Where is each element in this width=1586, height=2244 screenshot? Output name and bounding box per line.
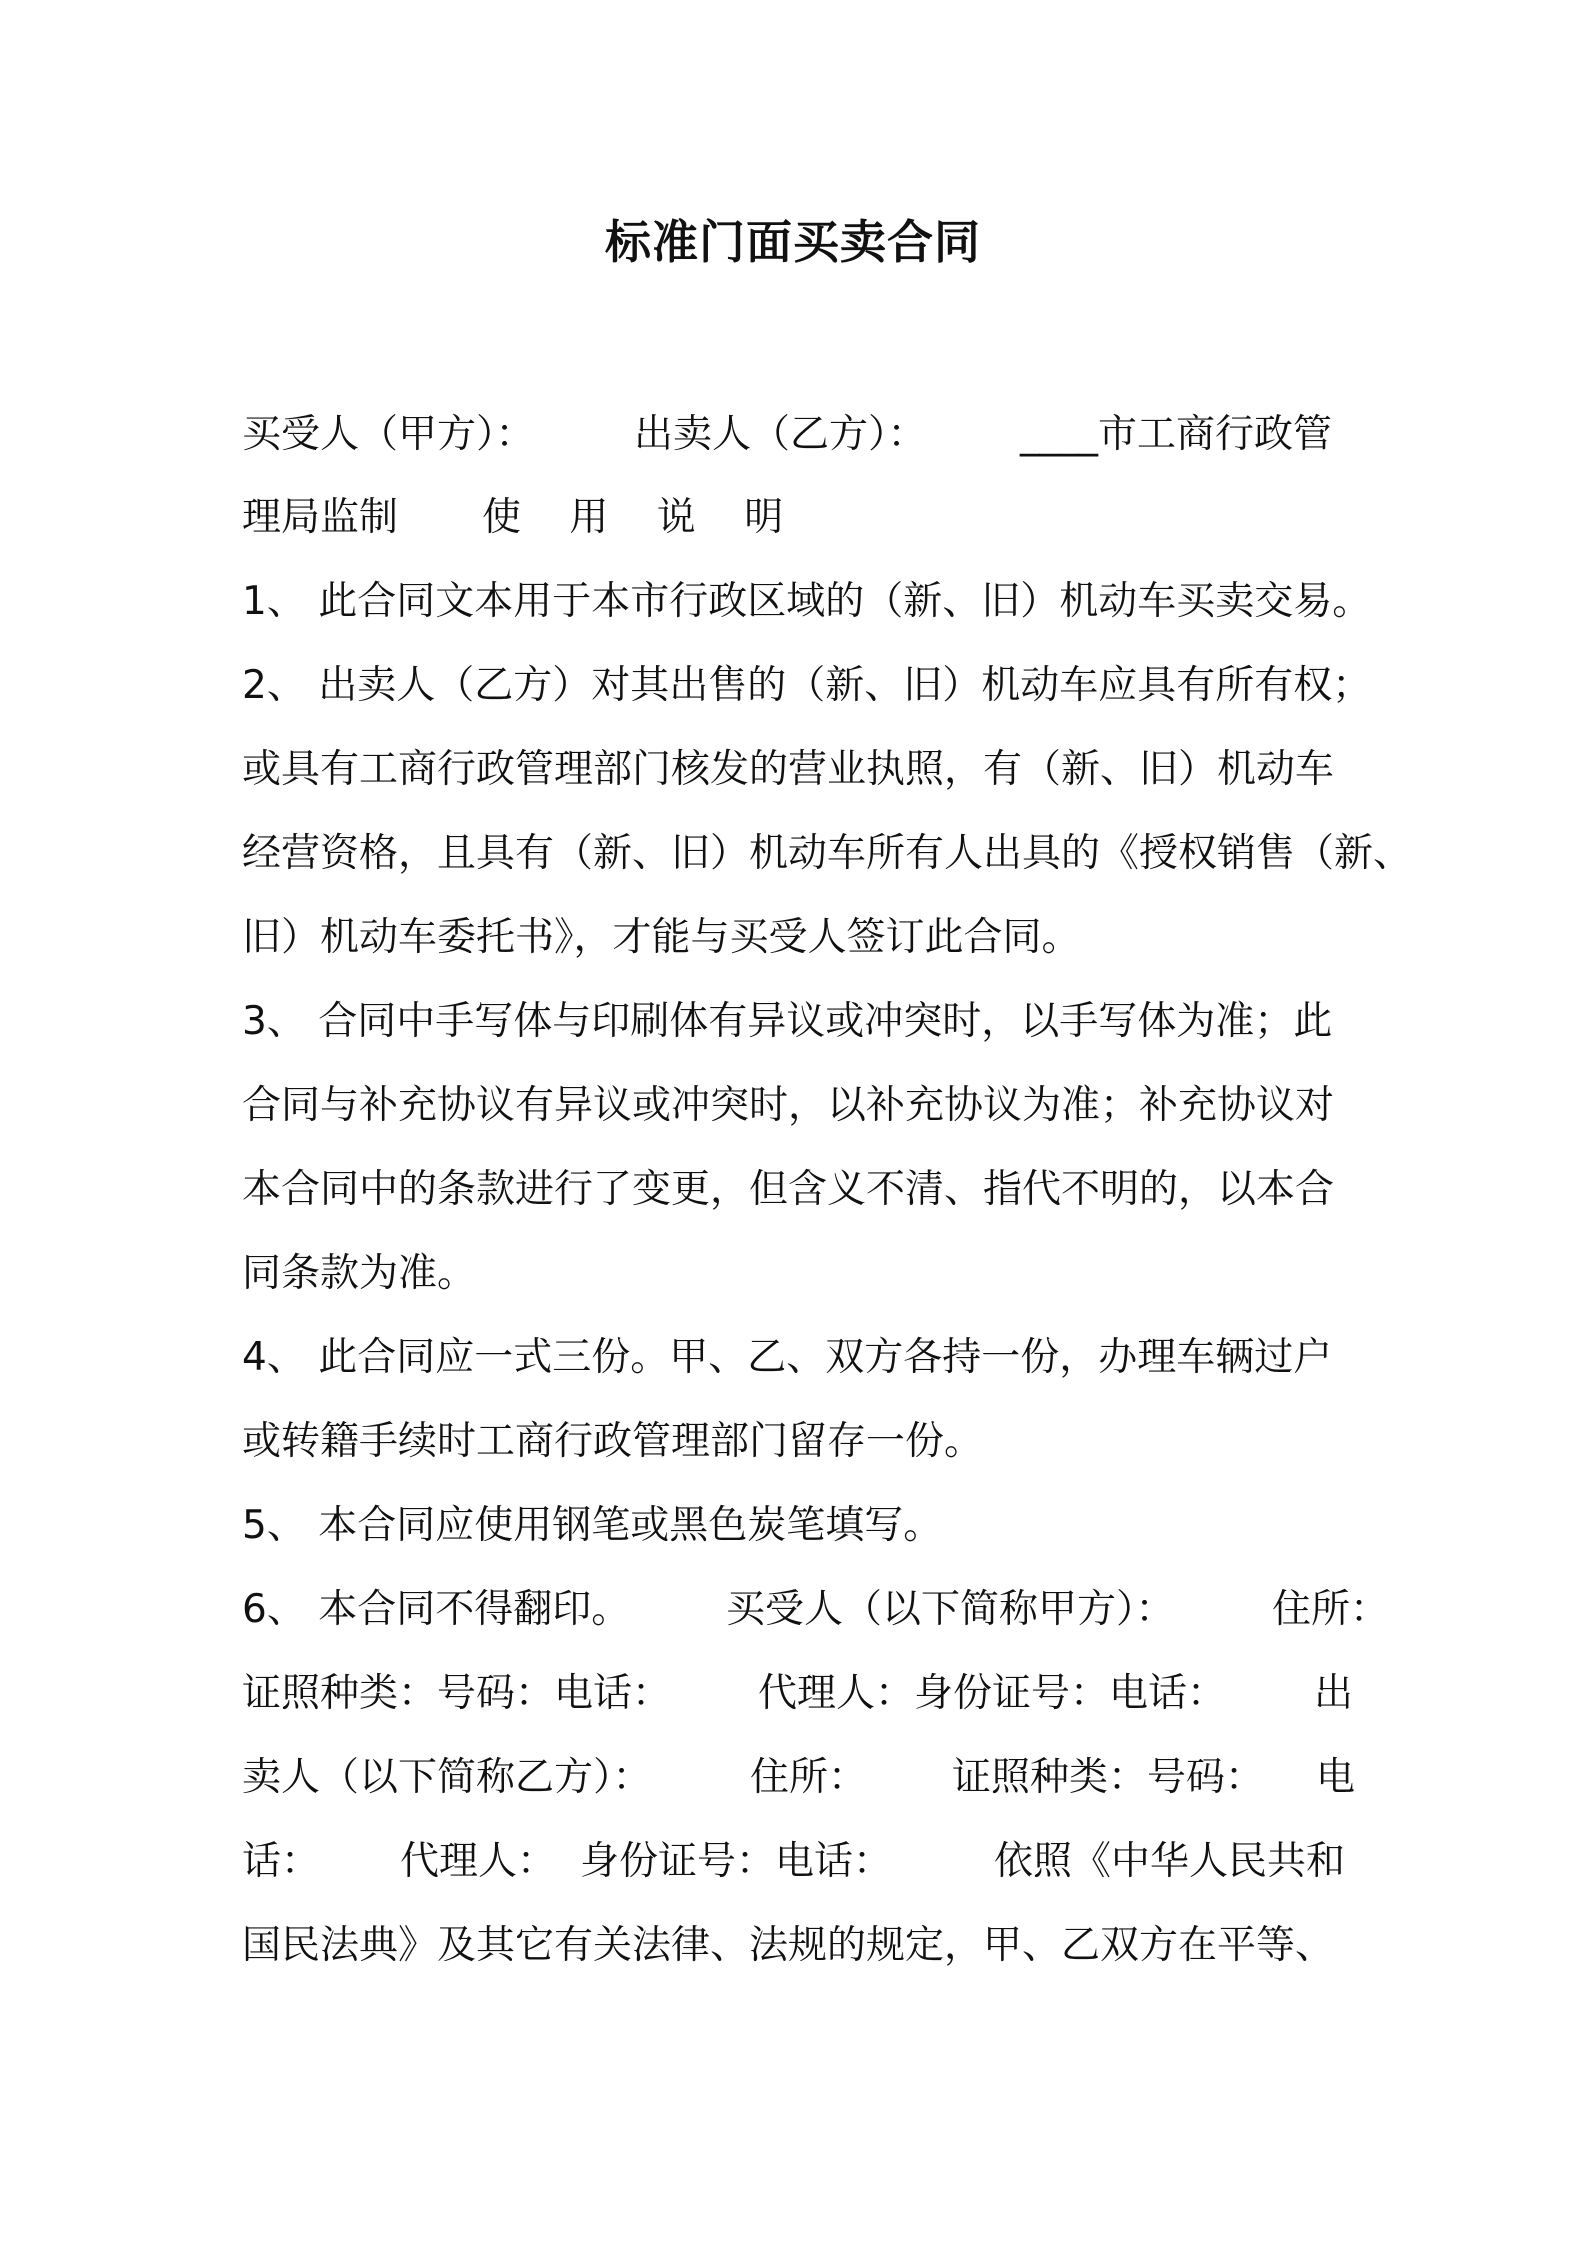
seller-address-label: 住所： [750,1755,868,1800]
text-line [242,1748,1372,1808]
seller-phone-start: 电 [1316,1755,1356,1800]
text-line: 国民法典》及其它有关法律、法规的规定，甲、乙双方在平等、 [242,1923,1335,1968]
legal-basis-start: 依照《中华人民共和 [994,1839,1346,1884]
supervisor-text-cont: 理局监制 [242,495,399,540]
seller-heading: 卖人（以下简称乙方）： [242,1755,652,1800]
seller-label: 出卖人（乙方）： [634,412,927,457]
text-line: 合同与补充协议有异议或冲突时，以补充协议为准；补充协议对 [242,1083,1335,1128]
buyer-label: 买受人（甲方）： [242,412,535,457]
text-line: 3、 合同中手写体与印刷体有异议或冲突时，以手写体为准；此 [242,999,1333,1044]
text-line: 经营资格，且具有（新、旧）机动车所有人出具的《授权销售（新、 [242,831,1413,876]
document-title: 标准门面买卖合同 [605,215,981,269]
text-line [242,488,1362,548]
text-line: 旧）机动车委托书》，才能与买受人签订此合同。 [242,915,1081,960]
buyer-id-fields: 证照种类：号码：电话： [242,1671,672,1716]
seller-agent-id-fields: 身份证号：电话： [580,1839,893,1884]
text-line: 5、 本合同应使用钢笔或黑色炭笔填写。 [242,1503,943,1548]
text-line: 本合同中的条款进行了变更，但含义不清、指代不明的，以本合 [242,1167,1335,1212]
seller-heading-start: 出 [1314,1671,1354,1716]
text-line: 2、 出卖人（乙方）对其出售的（新、旧）机动车应具有所有权； [242,663,1372,708]
text-line [242,1832,1372,1892]
text-line: 或具有工商行政管理部门核发的营业执照，有（新、旧）机动车 [242,747,1335,792]
seller-id-fields: 证照种类：号码： [952,1755,1265,1800]
seller-agent-label: 代理人： [400,1839,557,1884]
buyer-heading: 买受人（以下简称甲方）： [726,1587,1175,1632]
buyer-address-label: 住所： [1272,1587,1390,1632]
text-line: 同条款为准。 [242,1251,477,1296]
clause-6: 6、 本合同不得翻印。 [242,1587,631,1632]
text-line [242,1580,1390,1640]
text-line: 4、 此合同应一式三份。甲、乙、双方各持一份，办理车辆过户 [242,1335,1333,1380]
text-line: 或转籍手续时工商行政管理部门留存一份。 [242,1419,984,1464]
buyer-agent-fields: 代理人：身份证号：电话： [758,1671,1227,1716]
supervisor-text: ____市工商行政管 [1020,412,1333,457]
text-line [242,405,1362,465]
instructions-heading: 使 用 说 明 [482,495,802,540]
text-line [242,1664,1372,1724]
text-line: 1、 此合同文本用于本市行政区域的（新、旧）机动车买卖交易。 [242,579,1372,624]
seller-phone-label: 话： [242,1839,321,1884]
